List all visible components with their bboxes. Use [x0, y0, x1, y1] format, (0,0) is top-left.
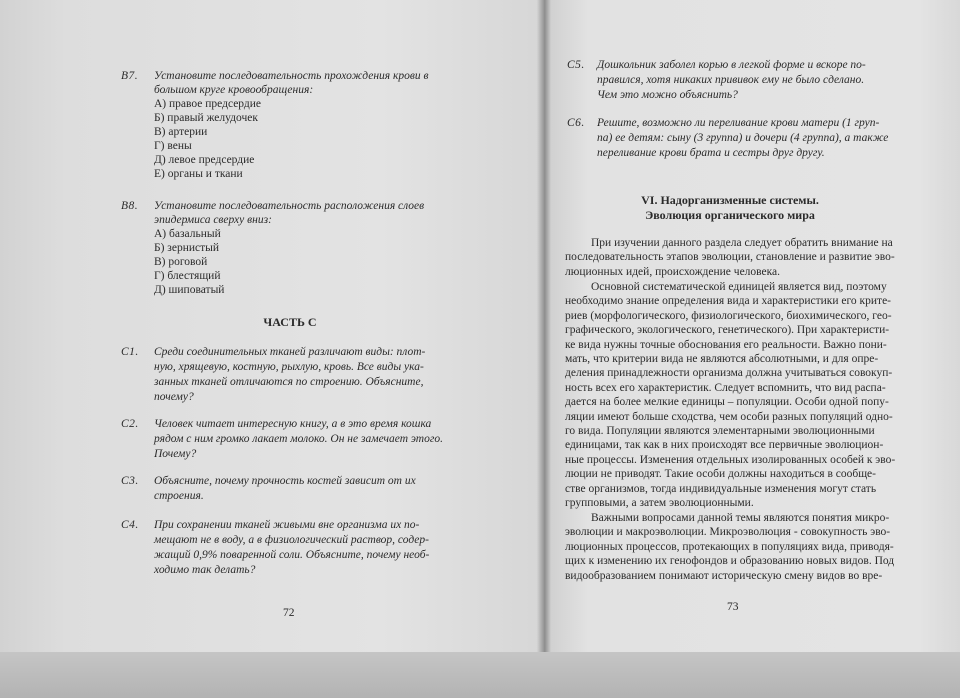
question-text-line: ходимо так делать?	[154, 564, 256, 576]
text-line: ке вида нужны точные обоснования его реальности. Важно пони-	[565, 338, 887, 351]
question-c6	[567, 116, 912, 164]
question-text-line: Решите, возможно ли переливание крови матери (1 груп-	[597, 117, 880, 129]
answer-option: Е) органы и ткани	[154, 168, 243, 180]
question-text-line: Объясните, почему прочность костей зависит от их	[154, 475, 416, 487]
question-text-line: переливание крови брата и сестры друг другу.	[597, 147, 825, 159]
text-line: Основной систематической единицей является вид, поэтому	[591, 281, 887, 293]
question-text-line: ную, хрящевую, костную, рыхлую, кровь. Все виды ука-	[154, 361, 424, 373]
question-number: С3.	[121, 475, 139, 487]
text-line: дается на более мелкие единицы – популяции. Особи одной попу-	[565, 396, 889, 409]
answer-option: Д) шиповатый	[154, 284, 225, 296]
text-line: Важными вопросами данной темы являются понятия микро-	[591, 512, 890, 524]
text-line: последовательность этапов эволюции, становление и развитие эво-	[565, 251, 895, 264]
question-text-line: мещают не в воду, а в физиологический раствор, содер-	[154, 534, 429, 546]
question-c5	[567, 58, 912, 106]
answer-option: Г) вены	[154, 140, 192, 152]
text-line: щих к изменению их генофондов и образованию новых видов. Под	[565, 555, 895, 568]
text-line: люции не приводят. Такие особи должны находиться в сообще-	[565, 468, 876, 481]
answer-option: А) базальный	[154, 228, 221, 240]
page-number-right: 73	[727, 601, 739, 613]
question-text-line: Установите последовательность расположения слоев	[154, 200, 425, 212]
answer-option: Д) левое предсердие	[154, 154, 255, 166]
question-number: В7.	[121, 70, 139, 82]
question-c1	[121, 345, 461, 405]
text-line: стве организмов, тогда индивидуальные изменения могут стать	[565, 482, 877, 495]
body-paragraph-1	[565, 236, 897, 279]
text-line: графического, экологического, генетического). При характеристи-	[565, 324, 890, 337]
question-text-line: почему?	[154, 391, 194, 403]
text-line: го вида. Популяции являются элементарными эволюционными	[565, 425, 875, 438]
text-line: видообразованием понимают историческую смену видов во вре-	[565, 569, 883, 582]
question-text-line: Дошкольник заболел корью в легкой форме и вскоре по-	[597, 59, 866, 71]
question-number: С4.	[121, 519, 139, 531]
section-c-title: ЧАСТЬ С	[263, 315, 317, 329]
text-line: ность всех его характеристик. Следует вспомнить, что вид распа-	[565, 381, 886, 394]
question-number: В8.	[121, 200, 139, 212]
text-line: единицами, так как в них происходят все первичные эволюцион-	[565, 439, 884, 452]
question-text-line: большом круге кровообращения:	[154, 84, 314, 96]
question-c4	[121, 518, 461, 578]
scan-bottom-edge	[0, 652, 960, 698]
book-gutter	[537, 0, 551, 652]
text-line: эволюции и макроэволюции. Микроэволюция - совокупность эво-	[565, 526, 891, 539]
answer-option: Б) правый желудочек	[154, 112, 258, 124]
answer-option: Г) блестящий	[154, 270, 221, 282]
question-text-line: занных тканей отличаются по строению. Объясните,	[154, 376, 424, 388]
question-number: С6.	[567, 117, 585, 129]
question-c2	[121, 417, 461, 463]
text-line: ные процессы. Изменения отдельных изолированных особей к эво-	[565, 453, 896, 466]
text-line: ляции имеют больше сходства, чем особи разных популяций одно-	[565, 410, 893, 423]
page-number-left: 72	[283, 607, 295, 619]
question-number: С5.	[567, 59, 585, 71]
question-text-line: жащий 0,9% поваренной соли. Объясните, почему необ-	[154, 549, 430, 561]
text-line: групповыми, а затем эволюционными.	[565, 497, 754, 510]
answer-option: А) правое предсердие	[154, 98, 262, 110]
question-number: С2.	[121, 418, 139, 430]
section-title	[600, 193, 860, 223]
text-line: люционных процессов, протекающих в популяциях вида, приводя-	[565, 540, 894, 553]
question-number: С1.	[121, 346, 139, 358]
answer-option: В) роговой	[154, 256, 208, 268]
section-title-line: Эволюция органического мира	[645, 208, 815, 222]
text-line: необходимо знание определения вида и характеристики его крите-	[565, 295, 892, 308]
question-text-line: Человек читает интересную книгу, а в это время кошка	[154, 418, 432, 430]
answer-option: В) артерии	[154, 126, 208, 138]
question-text-line: рядом с ним громко лакает молоко. Он не замечает этого.	[154, 433, 443, 445]
question-b8	[121, 199, 461, 304]
text-line: люционных идей, происхождение человека.	[565, 265, 781, 278]
question-text-line: При сохранении тканей живыми вне организма их по-	[154, 519, 420, 531]
text-line: деления принадлежности организма должна учитываться совокуп-	[565, 367, 893, 380]
answer-option: Б) зернистый	[154, 242, 220, 254]
section-title-line: VI. Надорганизменные системы.	[641, 193, 819, 207]
body-paragraph-2	[565, 280, 897, 511]
text-line: мать, что критерии вида не являются абсолютными, и для опре-	[565, 353, 879, 366]
question-text-line: строения.	[154, 490, 204, 502]
question-text-line: правился, хотя никаких прививок ему не было сделано.	[597, 74, 865, 86]
question-text-line: Среди соединительных тканей различают виды: плот-	[154, 346, 426, 358]
question-b7	[121, 69, 461, 189]
question-text-line: Почему?	[154, 448, 197, 460]
question-text-line: эпидермиса сверху вниз:	[154, 214, 272, 226]
question-text-line: Установите последовательность прохождения крови в	[154, 70, 429, 82]
body-paragraph-3	[565, 511, 897, 583]
question-text-line: па) ее детям: сыну (3 группа) и дочери (4 группа), а также	[597, 132, 889, 144]
question-text-line: Чем это можно объяснить?	[597, 89, 738, 101]
text-line: риев (морфологического, физиологического, биохимического, гео-	[565, 309, 892, 322]
question-c3	[121, 474, 461, 506]
text-line: При изучении данного раздела следует обратить внимание на	[591, 237, 893, 249]
